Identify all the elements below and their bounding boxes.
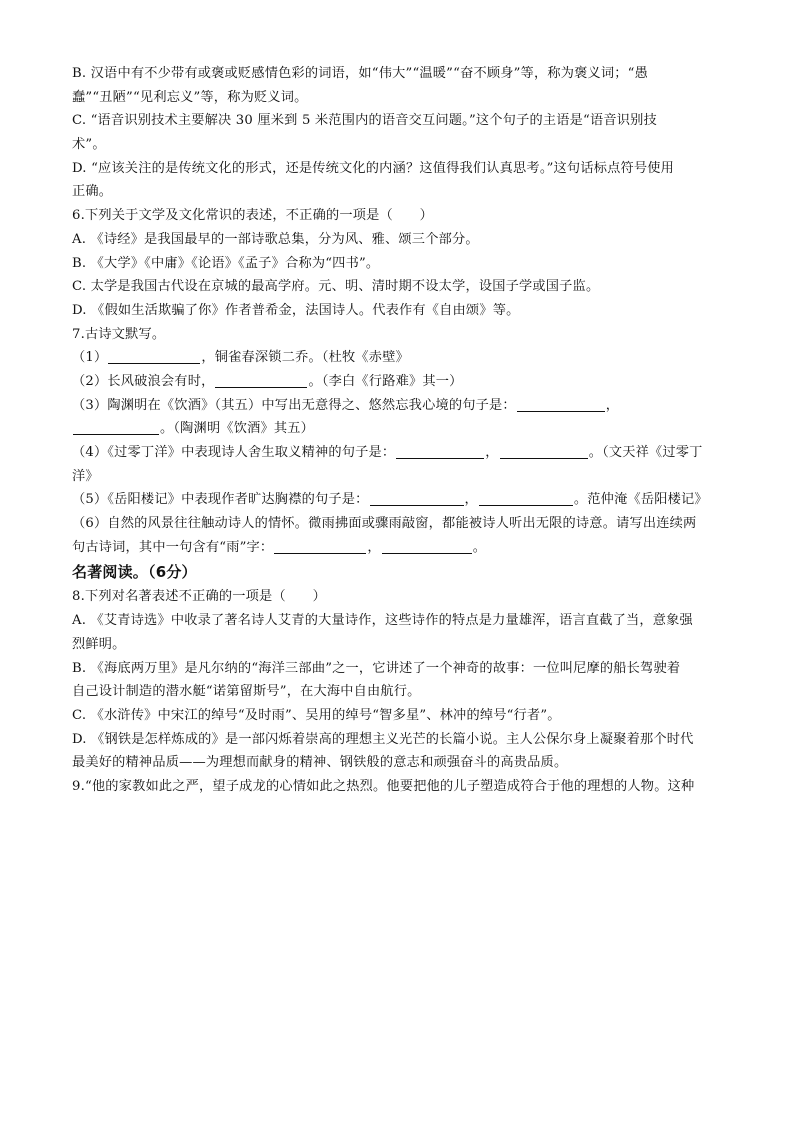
- q7-item-3: [72, 394, 728, 418]
- q7-item-3-mid: ，: [605, 397, 620, 413]
- q7-item-1: [72, 346, 728, 370]
- q7-item-5-suffix: 。范仲淹《岳阳楼记》: [573, 492, 708, 508]
- q7-item-1-prefix: （1）: [72, 350, 108, 366]
- answer-blank[interactable]: [108, 349, 200, 364]
- answer-blank[interactable]: [370, 491, 464, 506]
- option-c-line2: 术”。: [72, 137, 106, 153]
- question-8-stem: 8.下列对名著表述不正确的一项是（ ）: [72, 589, 326, 605]
- q6-option-b: B. 《大学》《中庸》《论语》《孟子》合称为“四书”。: [72, 255, 380, 271]
- q8-option-d-line2: 最美好的精神品质——为理想而献身的精神、钢铁般的意志和顽强奋斗的高贵品质。: [72, 755, 568, 771]
- option-b-line2: 蠢”“丑陋”“见利忘义”等，称为贬义词。: [72, 89, 308, 105]
- q6-option-a: A. 《诗经》是我国最早的一部诗歌总集，分为风、雅、颂三个部分。: [72, 231, 479, 247]
- answer-blank[interactable]: [73, 420, 159, 435]
- section-heading: 名著阅读。（6分）: [72, 563, 197, 582]
- answer-blank[interactable]: [215, 373, 307, 388]
- q8-option-b-line1: B. 《海底两万里》是凡尔纳的“海洋三部曲”之一，它讲述了一个神奇的故事：一位叫尼摩的船长驾驶着: [72, 660, 681, 676]
- question-6-stem: 6.下列关于文学及文化常识的表述，不正确的一项是（ ）: [72, 208, 434, 224]
- q7-item-6-suffix: 。: [472, 539, 487, 555]
- q7-item-2-prefix: （2）长风破浪会有时，: [72, 373, 215, 389]
- question-7-stem: 7.古诗文默写。: [72, 326, 166, 342]
- q7-item-6: （6）自然的风景往往触动诗人的情怀。微雨拂面或骤雨敲窗，都能被诗人听出无限的诗意。请写出连续两: [72, 516, 697, 532]
- q7-item-2-suffix: 。（李白《行路难》其一）: [308, 373, 463, 389]
- q7-item-5: [72, 488, 728, 512]
- q7-item-3-cont: [72, 417, 728, 441]
- option-c-line1: C. “语音识别技术主要解决 30 厘米到 5 米范围内的语音交互问题。”这个句子的主语是“语音识别技: [72, 113, 657, 129]
- q7-item-4-prefix: （4）《过零丁洋》中表现诗人舍生取义精神的句子是：: [72, 445, 396, 460]
- exam-page: [72, 62, 728, 799]
- option-d-line2: 正确。: [72, 184, 113, 200]
- q6-option-d: D. 《假如生活欺骗了你》作者普希金，法国诗人。代表作有《自由颂》等。: [72, 302, 520, 318]
- q6-option-c: C. 太学是我国古代设在京城的最高学府。元、明、清时期不设太学，设国子学或国子监。: [72, 279, 600, 295]
- answer-blank[interactable]: [396, 444, 484, 459]
- q7-item-4-suffix: 。（文天祥《过零丁: [588, 445, 703, 460]
- q8-option-a-line1: A. 《艾青诗选》中收录了著名诗人艾青的大量诗作，这些诗作的特点是力量雄浑，语言直截了当，意象强: [72, 613, 693, 629]
- q7-item-1-suffix: ，铜雀春深锁二乔。（杜牧《赤壁》: [201, 350, 409, 366]
- q8-option-d-line1: D. 《钢铁是怎样炼成的》是一部闪烁着崇高的理想主义光芒的长篇小说。主人公保尔身上凝聚着那个时代: [72, 731, 694, 747]
- q7-item-2: [72, 370, 728, 394]
- answer-blank[interactable]: [382, 539, 472, 554]
- answer-blank[interactable]: [274, 539, 366, 554]
- q7-item-4-mid: ，: [485, 445, 499, 460]
- q7-item-5-mid: ，: [464, 492, 478, 508]
- q8-option-a-line2: 烈鲜明。: [72, 636, 126, 652]
- q7-item-6-cont: [72, 536, 728, 560]
- q7-item-5-prefix: （5）《岳阳楼记》中表现作者旷达胸襟的句子是：: [72, 492, 369, 508]
- q7-item-3-suffix: 。（陶渊明《饮酒》其五）: [160, 421, 315, 437]
- q7-item-3-prefix: （3）陶渊明在《饮酒》（其五）中写出无意得之、悠然忘我心境的句子是：: [72, 397, 516, 413]
- q7-item-4: [72, 441, 728, 465]
- question-9-stem: 9.“他的家教如此之严，望子成龙的心情如此之热烈。他要把他的儿子塑造成符合于他的理想的人物。这种: [72, 778, 695, 794]
- option-b-line1: B. 汉语中有不少带有或褒或贬感情色彩的词语，如“伟大”“温暖”“奋不顾身”等，称为褒义词；“愚: [72, 66, 648, 81]
- q7-item-6-prefix: 句古诗词，其中一句含有“雨”字：: [72, 539, 274, 555]
- q7-item-6-mid: ，: [367, 539, 381, 555]
- q7-item-4-cont: 洋》: [72, 468, 99, 484]
- answer-blank[interactable]: [517, 397, 605, 412]
- q8-option-c: C. 《水浒传》中宋江的绰号“及时雨”、吴用的绰号“智多星”、林冲的绰号“行者”。: [72, 707, 561, 723]
- option-d-line1: D. “应该关注的是传统文化的形式，还是传统文化的内涵？这值得我们认真思考。”这句话标点符号使用: [72, 160, 675, 176]
- q8-option-b-line2: 自己设计制造的潜水艇“诺第留斯号”，在大海中自由航行。: [72, 684, 421, 700]
- answer-blank[interactable]: [500, 444, 588, 459]
- answer-blank[interactable]: [479, 491, 573, 506]
